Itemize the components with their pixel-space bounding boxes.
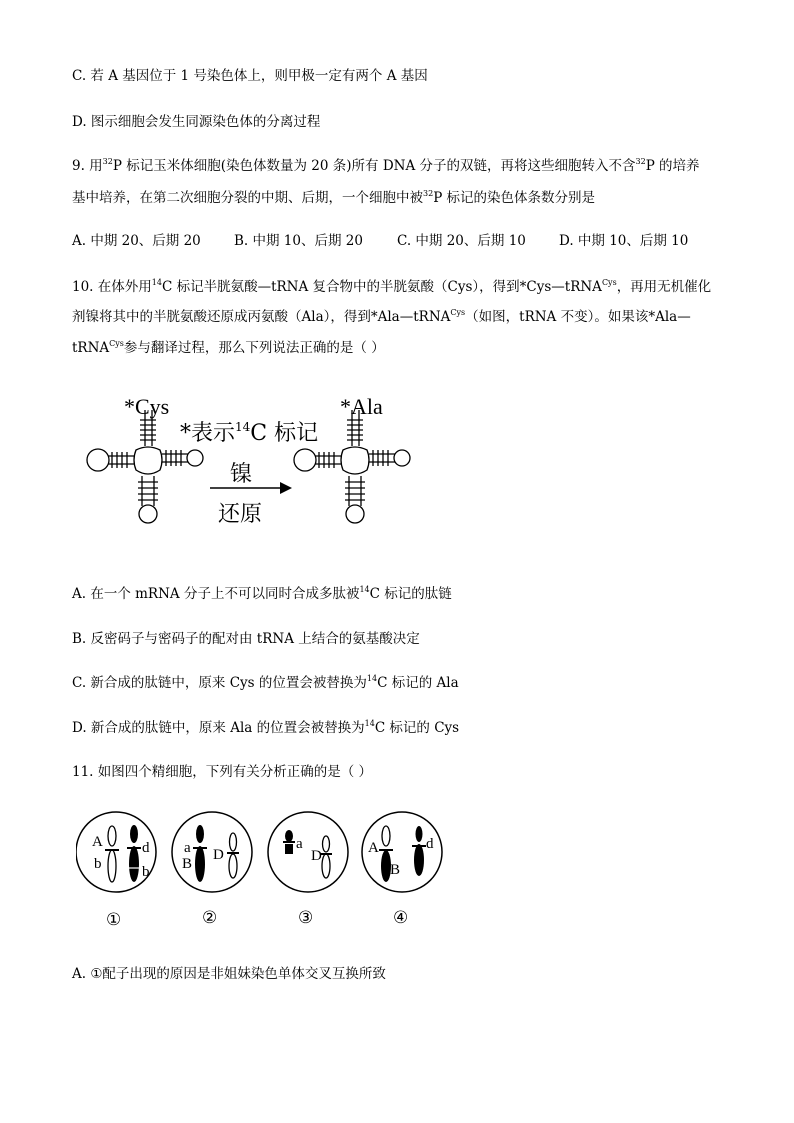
fig-arrow-top-label: 镍 [230, 462, 253, 487]
trna-figure [78, 388, 418, 548]
q10-option-a: A. 在一个 mRNA 分子上不可以同时合成多肽被$^{14}$C 标记的肽链 [72, 585, 452, 602]
chromosome-4b-icon [412, 826, 426, 876]
chromosome-2a-icon [193, 825, 207, 882]
q10-stem-line1: 10. 在体外用$^{14}$C 标记半胱氨酸—tRNA 复合物中的半胱氨酸（Cys），得到*Cys—tRNA$^{Cys}$，再用无机催化 [72, 278, 712, 295]
sperm-cell-4 [362, 812, 442, 892]
chromosome-2b-icon [227, 833, 239, 878]
q9-option-d: D. 中期 10、后期 10 [559, 233, 689, 249]
q11-stem: 11. 如图四个精细胞，下列有关分析正确的是（ ） [72, 764, 373, 780]
cell-number-3: ③ [298, 908, 314, 928]
fig-arrow-bottom-label: 还原 [218, 502, 263, 527]
fig-right-label: *Ala [340, 394, 383, 419]
cell1-label-b2: b [142, 864, 150, 880]
fig-left-label: *Cys [124, 394, 170, 419]
cell-number-1: ① [106, 910, 122, 930]
q9-option-c: C. 中期 20、后期 10 [397, 233, 526, 249]
cell-number-4: ④ [393, 908, 409, 928]
chromosome-1a-icon [105, 826, 119, 882]
cell1-label-b1: b [94, 856, 102, 872]
q9-option-a: A. 中期 20、后期 20 [72, 233, 201, 249]
sperm-cell-1 [76, 812, 156, 892]
q8-option-d: D. 图示细胞会发生同源染色体的分离过程 [72, 114, 321, 130]
cell2-label-d: D [213, 847, 224, 863]
cell3-label-a: a [296, 836, 303, 852]
chromosome-3a-icon [283, 830, 295, 854]
cell2-label-b: B [182, 856, 193, 872]
q9-option-b: B. 中期 10、后期 20 [234, 233, 363, 249]
q9-stem-line2: 基中培养，在第二次细胞分裂的中期、后期，一个细胞中被$^{32}$P 标记的染色体条数分别是 [72, 189, 596, 206]
q10-stem-line3: tRNA$^{Cys}$参与翻译过程，那么下列说法正确的是（ ） [72, 339, 385, 356]
cell3-label-d: D [311, 848, 322, 864]
q11-option-a: A. ①配子出现的原因是非姐妹染色单体交叉互换所致 [72, 966, 386, 982]
cell1-label-a: A [92, 834, 103, 850]
q9-stem-line1: 9. 用$^{32}$P 标记玉米体细胞(染色体数量为 20 条)所有 DNA 分子的双链，再将这些细胞转入不含$^{32}$P 的培养 [72, 157, 700, 174]
cell4-label-a: A [368, 840, 379, 856]
cell4-label-d: d [426, 836, 434, 852]
cell-number-2: ② [202, 908, 218, 928]
q10-option-c: C. 新合成的肽链中，原来 Cys 的位置会被替换为$^{14}$C 标记的 Ala [72, 674, 459, 691]
q10-option-b: B. 反密码子与密码子的配对由 tRNA 上结合的氨基酸决定 [72, 631, 420, 647]
chromosome-1b-icon [127, 825, 141, 882]
sperm-cells-figure [76, 804, 456, 904]
sperm-cell-3 [268, 812, 348, 892]
cell2-label-a: a [184, 840, 191, 856]
fig-center-label: *表示$^{14}$C 标记 [180, 420, 319, 446]
q8-option-c: C. 若 A 基因位于 1 号染色体上，则甲极一定有两个 A 基因 [72, 68, 428, 84]
cell1-label-d: d [142, 840, 150, 856]
q10-option-d: D. 新合成的肽链中，原来 Ala 的位置会被替换为$^{14}$C 标记的 Cys [72, 719, 460, 736]
q10-stem-line2: 剂镍将其中的半胱氨酸还原成丙氨酸（Ala），得到*Ala—tRNA$^{Cys}$（如图，tRNA 不变）。如果该*Ala— [72, 308, 691, 325]
cell4-label-b: B [390, 862, 401, 878]
sperm-cell-2 [172, 812, 252, 892]
